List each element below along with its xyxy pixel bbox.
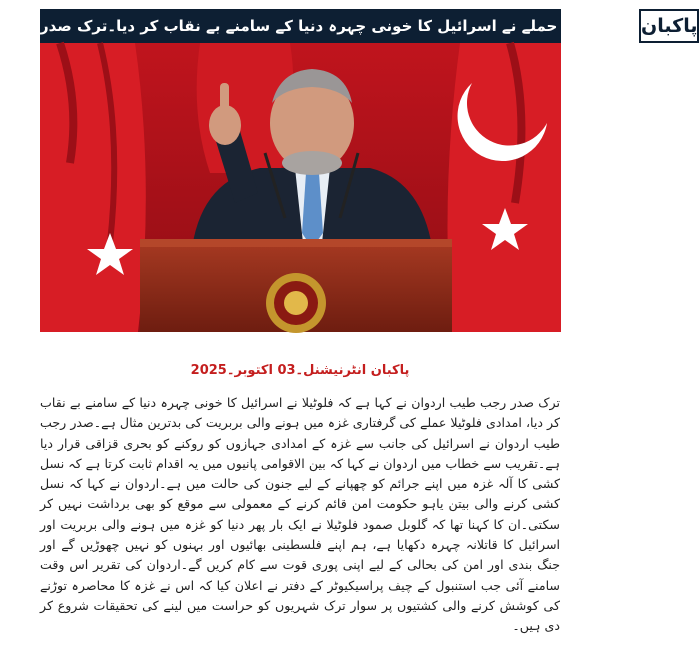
left-flag <box>21 43 146 332</box>
brand-name: پاکبان <box>641 15 698 37</box>
headline-text: فلوٹیلا پر حملے نے اسرائیل کا خونی چہرہ دنیا کے سامنے بے نقاب کر دیا۔ترک صدر <box>40 17 632 35</box>
photo-illustration <box>40 43 561 332</box>
news-photo <box>40 43 561 332</box>
podium <box>140 239 452 333</box>
article-body <box>40 393 560 643</box>
headline-banner <box>40 9 698 43</box>
dateline: پاکبان انٹرنیشنل۔03 اکتوبر۔2025 <box>190 363 410 378</box>
article-paragraph: ترک صدر رجب طیب اردوان نے کہا ہے کہ فلوٹیلا نے اسرائیل کا خونی چہرہ دنیا کے سامنے بے نقاب کر دیا، امدادی فلوٹیلا عملے کی گرفتاری غزہ میں ہونے والی بربریت کی بدترین مثال ہے۔صدر رجب طیب اردوان نے اسرائیل کی جانب سے غزہ کے امدادی جہازوں کو روکنے کو بحری قزاقی قرار دیا ہے۔تقریب سے خطاب میں اردوان نے کہا کہ بین الاقوامی پانیوں میں یہ اقدام ثابت کرتا ہے کہ نسل کشی کا آلہ غزہ میں اپنے جرائم کو چھپانے کے لیے جنون کی حالت میں ہے۔اردوان نے کہا کہ نسل کشی کرنے والی بیتن یاہو حکومت امن قائم کرنے کے معمولی سے موقع کو بھی برداشت نہیں کر سکتی۔ان کا کہنا تھا کہ گلوبل صمود فلوٹیلا نے ایک بار پھر دنیا کو غزہ میں ہونے والی بربریت اور اسرائیل کا قاتلانہ چہرہ دکھایا ہے، ہم اپنے فلسطینی بھائیوں اور بہنوں کو نہیں چھوڑیں گے اور جنگ بندی اور امن کی بحالی کے لیے اپنی پوری قوت سے کام کریں گے۔اردوان کی تقریر اس وقت سامنے آئی جب استنبول کے چیف پراسیکیوٹر کے دفتر نے اعلان کیا کہ اس نے غزہ کا محاصرہ توڑنے کی کوشش کرنے والی کشتیوں پر سوار ترک شہریوں کو حراست میں لینے کی تحقیقات شروع کر دی ہیں۔ <box>40 395 560 634</box>
right-flag <box>448 43 562 332</box>
brand-logo <box>639 9 699 43</box>
